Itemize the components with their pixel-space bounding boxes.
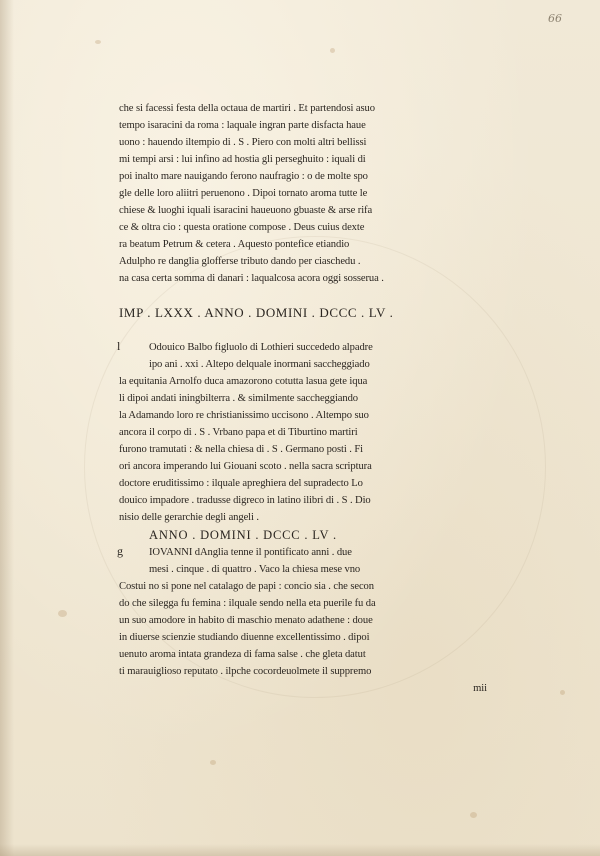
text-line: poi inalto mare nauigando ferono naufragio : o de molte spo: [119, 171, 368, 182]
catchword: mii: [473, 683, 487, 694]
text-line: ancora il corpo di . S . Vrbano papa et di Tiburtino martiri: [119, 427, 358, 438]
section-heading: ANNO . DOMINI . DCCC . LV .: [149, 528, 337, 542]
text-line: nisio delle gerarchie degli angeli .: [119, 512, 259, 523]
text-line: in diuerse scienzie studiando diuenne excellentissimo . dipoi: [119, 632, 370, 643]
text-line: gle delle loro aliitri peruenono . Dipoi tornato aroma tutte le: [119, 188, 368, 199]
text-line: do che silegga fu femina : ilquale sendo nella eta puerile fu da: [119, 598, 376, 609]
paragraph-1: [119, 100, 499, 287]
section-heading: IMP . LXXX . ANNO . DOMINI . DCCC . LV .: [119, 305, 394, 320]
text-line: la equitania Arnolfo duca amazorono cotutta lasua gete iqua: [119, 376, 368, 387]
text-line: doctore eruditissimo : ilquale apreghiera del supradecto Lo: [119, 478, 363, 489]
foxing-spot: [58, 610, 67, 617]
foxing-spot: [560, 690, 565, 695]
text-line: tempo isaracini da roma : laquale ingran parte disfacta hauе: [119, 120, 366, 131]
guide-letter: g: [117, 544, 123, 558]
text-line: ipo ani . xxi . Altepo delquale inormani saccheggiado: [149, 359, 370, 370]
text-line: che si facessi festa della octaua de martiri . Et partendosi asuo: [119, 103, 375, 114]
folio-number: 66: [548, 12, 562, 25]
text-line: ti marauiglioso reputato . ilpche cocordeuolmete il suppremo: [119, 666, 372, 677]
foxing-spot: [95, 40, 101, 44]
text-line: Costui no si pone nel catalago de papi : concio sia . che secon: [119, 581, 374, 592]
foxing-spot: [470, 812, 477, 818]
page-shadow-left: [0, 0, 14, 856]
paragraph-2: [119, 339, 499, 526]
text-line: mi tempi arsi : lui infino ad hostia gli perseghuito : iquali di: [119, 154, 366, 165]
text-line: uenuto aroma intata grandeza di fama salse . che gleta datut: [119, 649, 366, 660]
text-line: mesi . cinque . di quattro . Vaco la chiesa mese vno: [149, 564, 361, 575]
text-line: uono : hauendo iltempio di . S . Piero con molti altri bellissi: [119, 137, 367, 148]
text-line: furono tramutati : & nella chiesa di . S . Germano posti . Fi: [119, 444, 363, 455]
text-line: ra beatum Petrum & cetera . Aquesto pontefice etiandio: [119, 239, 350, 250]
text-line: li dipoi andati iningbilterra . & similmente saccheggiando: [119, 393, 358, 404]
text-column: [119, 100, 499, 697]
guide-letter: l: [117, 339, 121, 353]
foxing-spot: [210, 760, 216, 765]
text-line: Odouico Balbo figluolo di Lothieri succededo alpadre: [149, 342, 373, 353]
text-line: chiese & luoghi iquali isaracini haueuono gbuaste & arse rifa: [119, 205, 373, 216]
text-line: Adulpho re danglia glofferse tributo dando per ciaschedu .: [119, 256, 361, 267]
text-line: la Adamando loro re christianissimo uccisono . Altempo suo: [119, 410, 369, 421]
paragraph-3: [119, 544, 499, 697]
page-shadow-bottom: [0, 844, 600, 856]
text-line: na casa certa somma di danari : laqualcosa acora oggi sosserua .: [119, 273, 384, 284]
text-line: un suo amodore in habito di maschio menato adathene : doue: [119, 615, 373, 626]
foxing-spot: [330, 48, 335, 53]
text-line: ori ancora imperando lui Giouani scoto . nella sacra scriptura: [119, 461, 372, 472]
text-line: IOVANNI dAnglia tenne il pontificato anni . due: [149, 547, 352, 558]
text-line: douico impadore . tradusse digreco in latino ilibri di . S . Dio: [119, 495, 371, 506]
text-line: ce & oltra cio : questa oratione compose . Deus cuius dexte: [119, 222, 365, 233]
